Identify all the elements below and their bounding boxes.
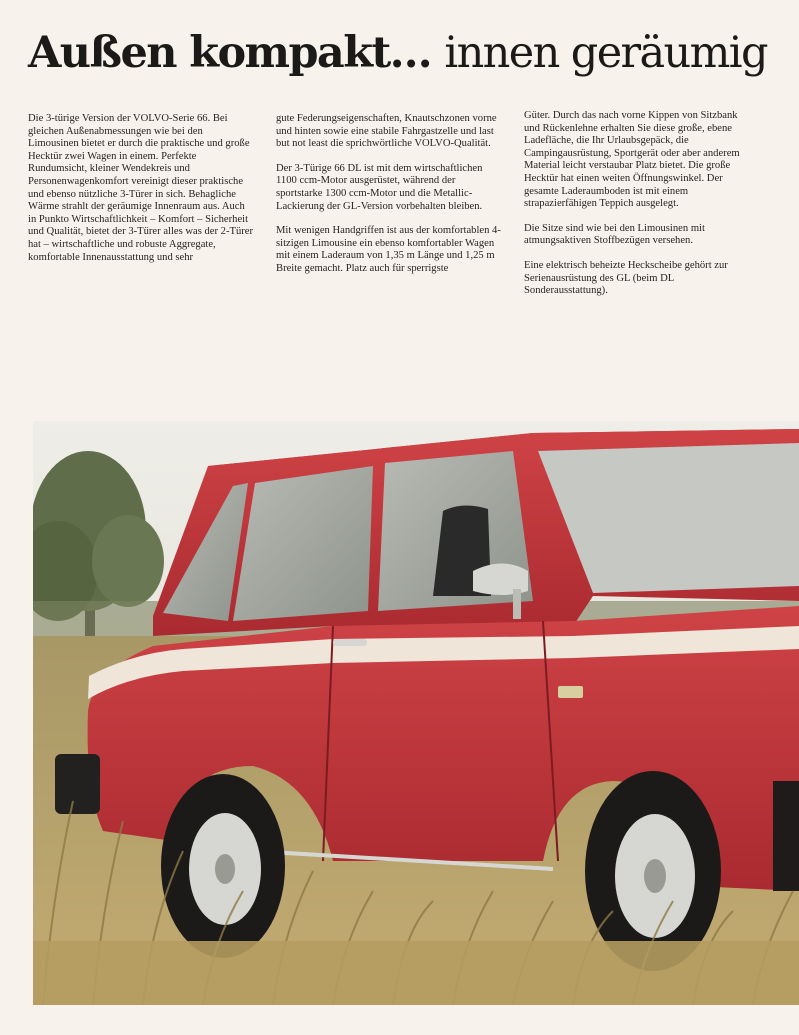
headline-part2: innen geräumig (444, 28, 767, 78)
paragraph: gute Federungseigenschaften, Knautschzonen vorne und hinten sowie eine stabile Fahrgastzelle und last but not least die sprichwörtliche VOLVO-Qualität. (276, 113, 497, 150)
text-column-2 (276, 113, 502, 288)
paragraph: Güter. Durch das nach vorne Kippen von Sitzbank und Rückenlehne erhalten Sie diese große, ebene Ladefläche, die Ihr Urlaubsgepäck, die Campingausrüstung, Sportgerät oder aber anderem Material leicht verstaubar Platz bietet. Die große Hecktür hat einen weiten Öffnungswinkel. Der gesamte Laderaumboden ist mit einem strapazierfähigen Teppich ausgelegt. (524, 110, 740, 210)
car-illustration (33, 421, 799, 1005)
paragraph: Mit wenigen Handgriffen ist aus der komfortablen 4-sitzigen Limousine ein ebenso komfortabler Wagen mit einem Laderaum von 1,35 m Länge und 1,25 m Breite gemacht. Platz auch für sperrigste (276, 225, 501, 274)
paragraph: Der 3-Türige 66 DL ist mit dem wirtschaftlichen 1100 ccm-Motor ausgerüstet, während der sportstarke 1300 ccm-Motor und die Metallic-Lackierung der GL-Version vorbehalten bleiben. (276, 162, 483, 212)
car-photo (33, 421, 799, 1005)
paragraph: Eine elektrisch beheizte Heckscheibe gehört zur Serienausrüstung des GL (beim DL Sonderausstattung). (524, 259, 728, 297)
headline-part1: Außen kompakt… (28, 28, 432, 78)
text-column-3 (524, 110, 756, 310)
paragraph: Die 3-türige Version der VOLVO-Serie 66. Bei gleichen Außenabmessungen wie bei den Limousinen bietet er durch die praktische und große Hecktür zwei Wagen in einem. Perfekte Rundumsicht, kleiner Wendekreis und Personenwagenkomfort vereinigt dieser praktische und ebenso nützliche 3-Türer in sich. Behagliche Wärme strahlt der geräumige Innenraum aus. Auch in Punkto Wirtschaftlichkeit – Komfort – Sicherheit und Qualität, bietet der 3-Türer alles was der 2-Türer hat – wirtschaftliche und robuste Aggregate, komfortable Innenausstattung und sehr (28, 113, 254, 263)
grass-base (33, 941, 799, 1005)
headline (28, 28, 788, 78)
paragraph: Die Sitze sind wie bei den Limousinen mit atmungsaktiven Stoffbezügen versehen. (524, 222, 705, 247)
text-column-1 (28, 113, 254, 276)
